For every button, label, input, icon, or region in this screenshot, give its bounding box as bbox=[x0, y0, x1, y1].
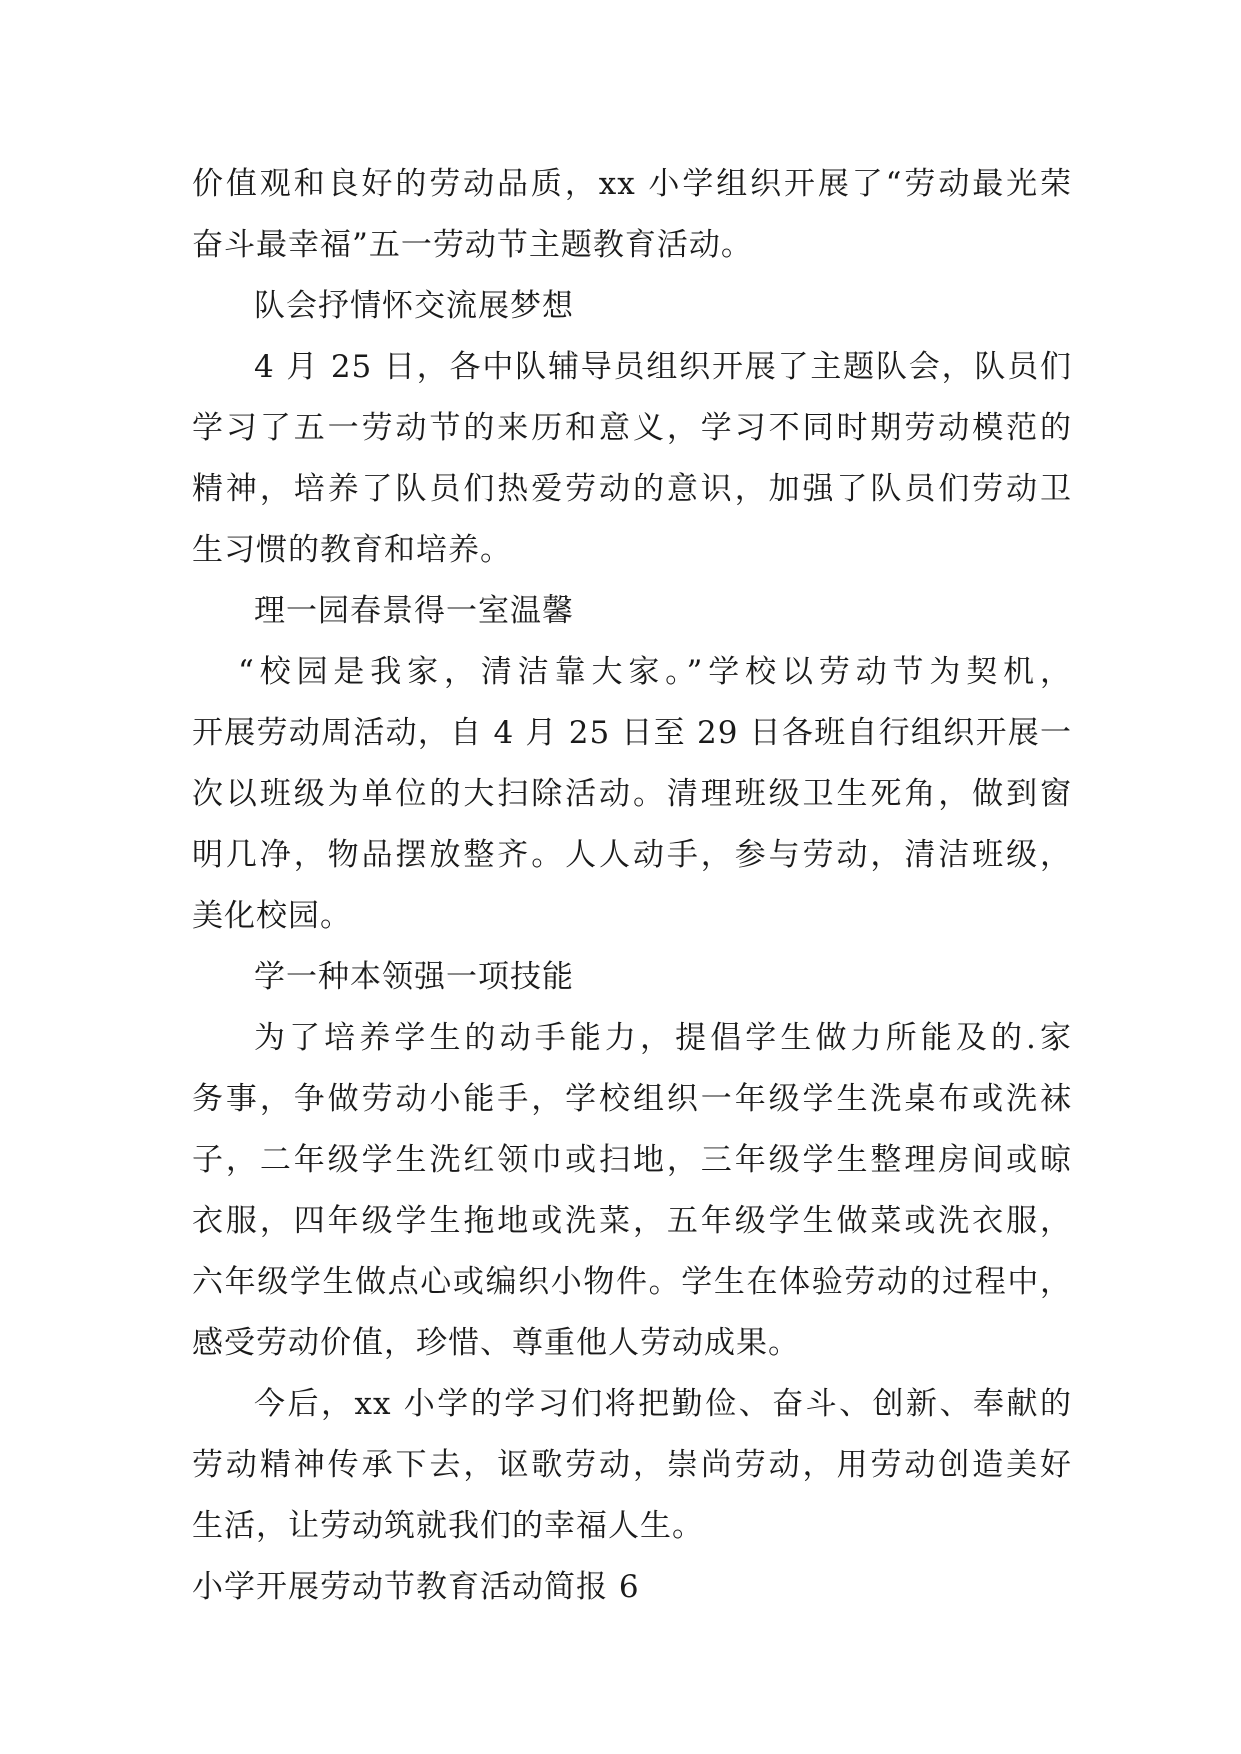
section-heading: 学一种本领强一项技能 bbox=[254, 959, 574, 995]
article-title: 小学开展劳动节教育活动简报 6 bbox=[192, 1569, 640, 1605]
paragraph-intro bbox=[192, 154, 1072, 276]
text-line: 子，二年级学生洗红领巾或扫地，三年级学生整理房间或晾 bbox=[192, 1142, 1072, 1178]
paragraph-1 bbox=[192, 337, 1072, 581]
document-body bbox=[192, 154, 1072, 1618]
text-line: 衣服，四年级学生拖地或洗菜，五年级学生做菜或洗衣服， bbox=[192, 1203, 1072, 1239]
text-line: 精神，培养了队员们热爱劳动的意识，加强了队员们劳动卫 bbox=[192, 471, 1072, 507]
text-line: 明几净，物品摆放整齐。人人动手，参与劳动，清洁班级， bbox=[192, 837, 1072, 873]
text-line: “校园是我家，清洁靠大家。”学校以劳动节为契机， bbox=[238, 654, 1072, 690]
text-line: 奋斗最幸福”五一劳动节主题教育活动。 bbox=[192, 227, 753, 263]
text-line: 次以班级为单位的大扫除活动。清理班级卫生死角，做到窗 bbox=[192, 776, 1072, 812]
text-line: 生习惯的教育和培养。 bbox=[192, 532, 512, 568]
text-line: 开展劳动周活动，自 4 月 25 日至 29 日各班自行组织开展一 bbox=[192, 715, 1072, 751]
text-line: 感受劳动价值，珍惜、尊重他人劳动成果。 bbox=[192, 1325, 800, 1361]
text-line: 价值观和良好的劳动品质，xx 小学组织开展了“劳动最光荣 bbox=[192, 166, 1072, 202]
text-line: 劳动精神传承下去，讴歌劳动，崇尚劳动，用劳动创造美好 bbox=[192, 1447, 1072, 1483]
text-line: 学习了五一劳动节的来历和意义，学习不同时期劳动模范的 bbox=[192, 410, 1072, 446]
text-line: 务事，争做劳动小能手，学校组织一年级学生洗桌布或洗袜 bbox=[192, 1081, 1072, 1117]
section-heading: 理一园春景得一室温馨 bbox=[254, 593, 574, 629]
paragraph-4 bbox=[192, 1374, 1072, 1557]
text-line: 今后，xx 小学的学习们将把勤俭、奋斗、创新、奉献的 bbox=[254, 1386, 1072, 1422]
text-line: 为了培养学生的动手能力，提倡学生做力所能及的.家 bbox=[254, 1020, 1072, 1056]
paragraph-2 bbox=[192, 642, 1072, 947]
text-line: 4 月 25 日，各中队辅导员组织开展了主题队会，队员们 bbox=[254, 349, 1072, 385]
text-line: 六年级学生做点心或编织小物件。学生在体验劳动的过程中， bbox=[192, 1264, 1072, 1300]
text-line: 美化校园。 bbox=[192, 898, 352, 934]
section-heading: 队会抒情怀交流展梦想 bbox=[254, 288, 574, 324]
paragraph-3 bbox=[192, 1008, 1072, 1374]
text-line: 生活，让劳动筑就我们的幸福人生。 bbox=[192, 1508, 704, 1544]
